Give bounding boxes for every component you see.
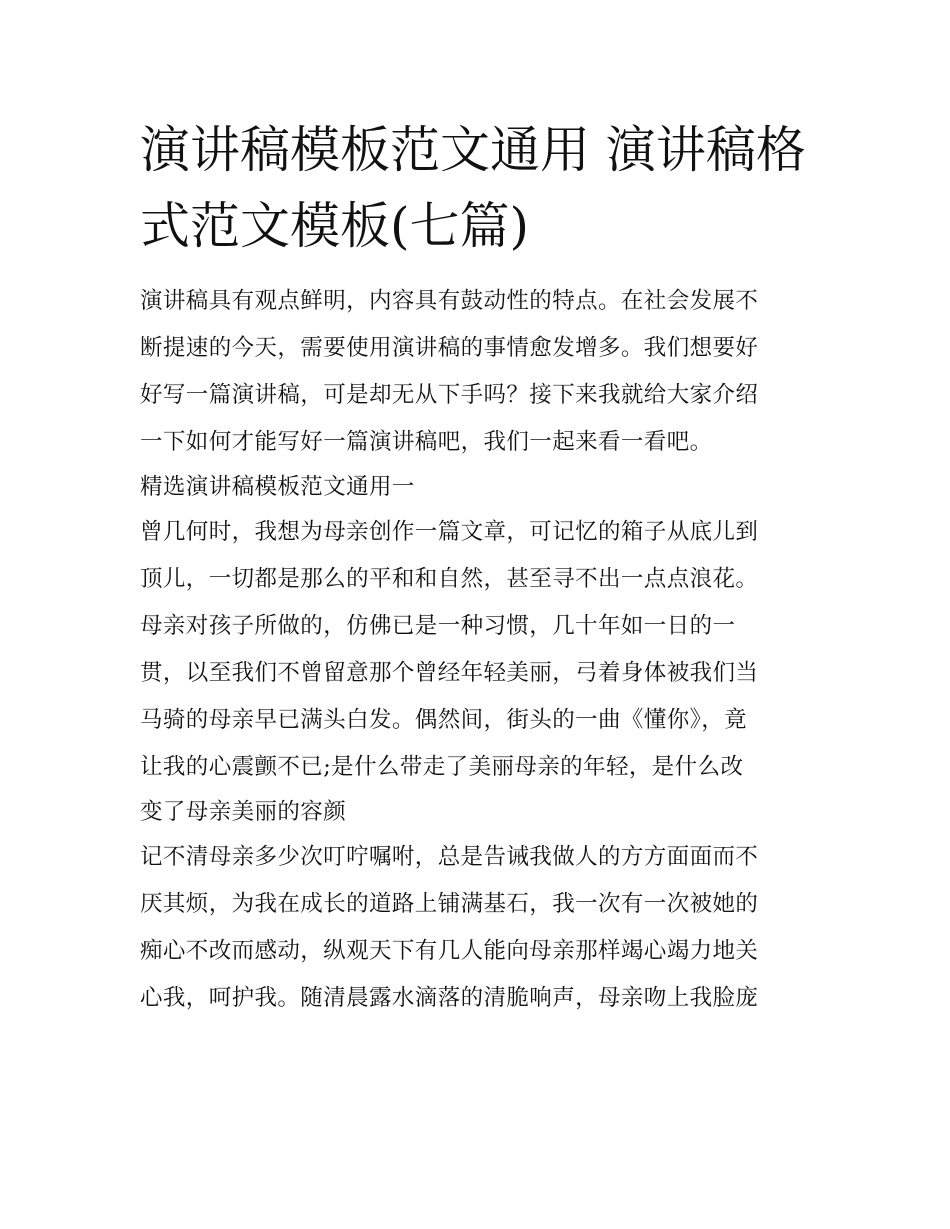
- body-line-3: 好写一篇演讲稿，可是却无从下手吗？接下来我就给大家介绍: [140, 382, 759, 408]
- body-line-2: 断提速的今天，需要使用演讲稿的事情愈发增多。我们想要好: [140, 335, 759, 361]
- body-line-1: 演讲稿具有观点鲜明，内容具有鼓动性的特点。在社会发展不: [140, 288, 759, 314]
- body-line-10: 马骑的母亲早已满头白发。偶然间，街头的一曲《懂你》，竟: [140, 707, 748, 733]
- document-body: [140, 278, 820, 1022]
- body-line-7: 顶儿，一切都是那么的平和和自然，甚至寻不出一点点浪花。: [140, 566, 759, 592]
- body-line-13: 记不清母亲多少次叮咛嘱咐，总是告诫我做人的方方面面而不: [140, 844, 759, 870]
- body-line-14: 厌其烦，为我在成长的道路上铺满基石，我一次有一次被她的: [140, 891, 759, 917]
- title-line-1: 演讲稿模板范文通用 演讲稿格: [140, 121, 806, 179]
- body-line-16: 心我，呵护我。随清晨露水滴落的清脆响声，母亲吻上我脸庞: [140, 985, 759, 1011]
- document-title: [140, 112, 820, 264]
- title-line-2: 式范文模板(七篇): [140, 197, 530, 255]
- body-line-11: 让我的心震颤不已;是什么带走了美丽母亲的年轻，是什么改: [140, 754, 744, 780]
- section-heading: 精选演讲稿模板范文通用一: [140, 474, 415, 500]
- body-line-12: 变了母亲美丽的容颜: [140, 799, 347, 825]
- body-line-4: 一下如何才能写好一篇演讲稿吧，我们一起来看一看吧。: [140, 429, 713, 455]
- body-line-8: 母亲对孩子所做的，仿佛已是一种习惯，几十年如一日的一: [140, 613, 736, 639]
- body-line-6: 曾几何时，我想为母亲创作一篇文章，可记忆的箱子从底儿到: [140, 519, 759, 545]
- body-line-9: 贯，以至我们不曾留意那个曾经年轻美丽，弓着身体被我们当: [140, 660, 759, 686]
- body-line-15: 痴心不改而感动，纵观天下有几人能向母亲那样竭心竭力地关: [140, 938, 759, 964]
